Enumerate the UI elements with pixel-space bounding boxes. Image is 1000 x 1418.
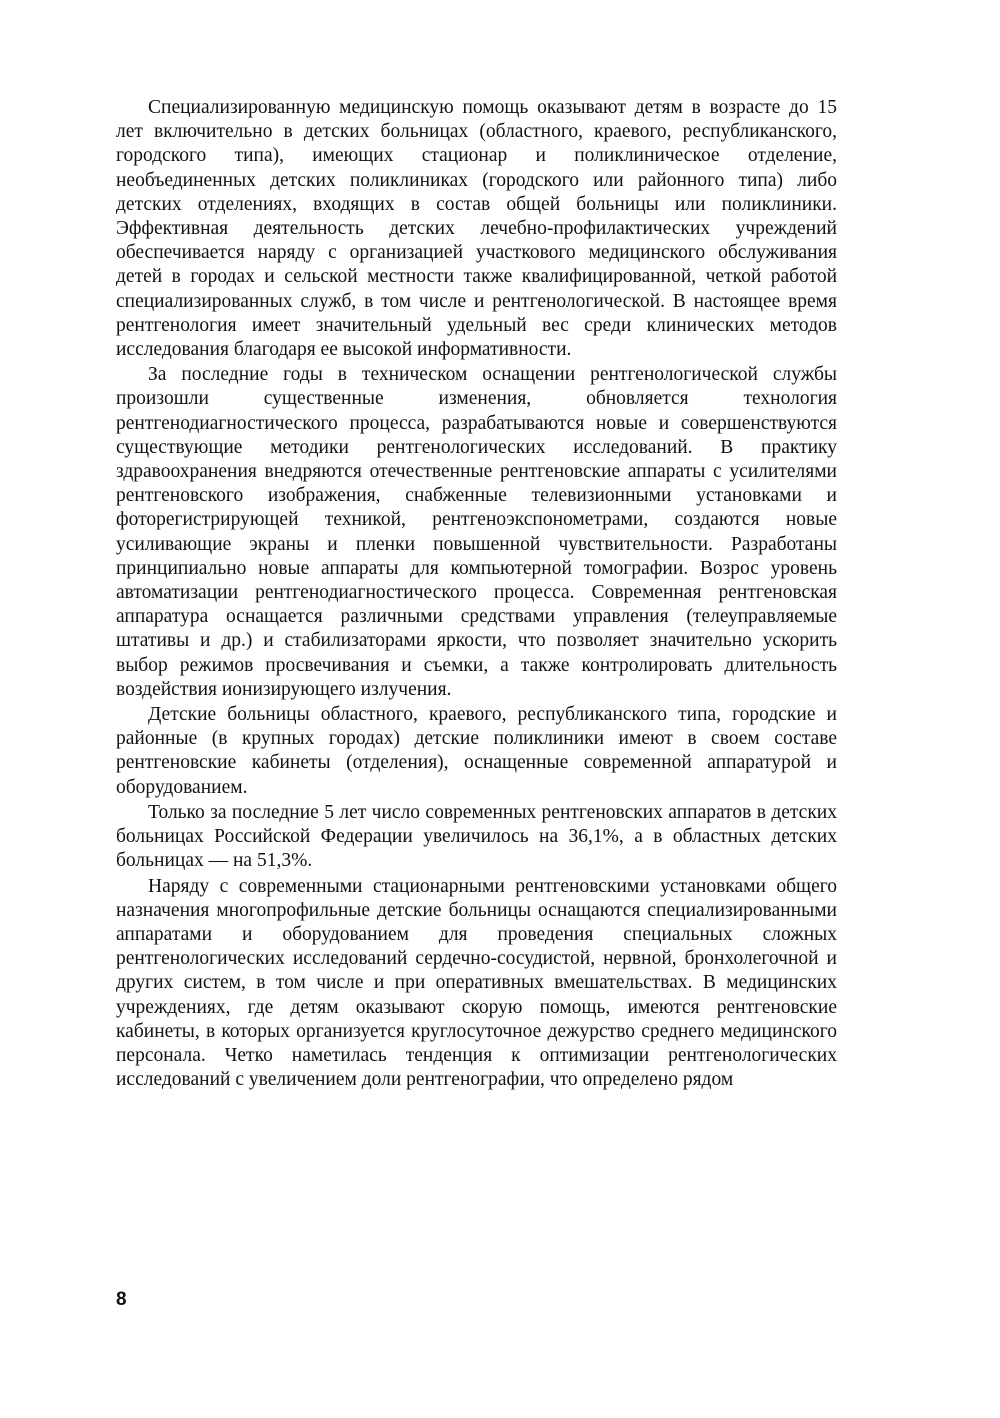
paragraph-2: За последние годы в техническом оснащении рентгенологической службы произошли существенные изменения, обновляется технология рентгенодиагностического процесса, разрабатываются новые и совершенствуются существующие методики рентгенологических исследований. В практику здравоохранения внедряются отечественные рентгеновские аппараты с усилителями рентгеновского изображения, снабженные телевизионными установками и фоторегистрирующей техникой, рентгеноэкспонометрами, создаются новые усиливающие экраны и пленки повышенной чувствительности. Разработаны принципиально новые аппараты для компьютерной томографии. Возрос уровень автоматизации рентгенодиагностического процесса. Современная рентгеновская аппаратура оснащается различными средствами управления (телеуправляемые штативы и др.) и стабилизаторами яркости, что позволяет значительно ускорить выбор режимов просвечивания и съемки, а также контролировать длительность воздействия ионизирующего излучения. xyxy=(116,364,837,700)
paragraph-3: Детские больницы областного, краевого, республиканского типа, городские и районные (в крупных городах) детские поликлиники имеют в своем составе рентгеновские кабинеты (отделения), оснащенные современной аппаратурой и оборудованием. xyxy=(116,704,837,798)
page-body xyxy=(116,96,837,1092)
paragraph-1: Специализированную медицинскую помощь оказывают детям в возрасте до 15 лет включительно в детских больницах (областного, краевого, республиканского, городского типа), имеющих стационар и поликлиническое отделение, необъединенных детских поликлиниках (городского или районного типа) либо детских отделениях, входящих в состав общей больницы или поликлиники. Эффективная деятельность детских лечебно-профилактических учреждений обеспечивается наряду с организацией участкового медицинского обслуживания детей в городах и сельской местности также квалифицированной, четкой работой специализированных служб, в том числе и рентгенологической. В настоящее время рентгенология имеет значительный удельный вес среди клинических методов исследования благодаря ее высокой информативности. xyxy=(116,97,837,361)
paragraph-4: Только за последние 5 лет число современных рентгеновских аппаратов в детских больницах Российской Федерации увеличилось на 36,1%, а в областных детских больницах — на 51,3%. xyxy=(116,801,837,872)
paragraph-5: Наряду с современными стационарными рентгеновскими установками общего назначения многопрофильные детские больницы оснащаются специализированными аппаратами и оборудованием для проведения специальных сложных рентгенологических исследований сердечно-сосудистой, нервной, бронхолегочной и других систем, в том числе и при оперативных вмешательствах. В медицинских учреждениях, где детям оказывают скорую помощь, имеются рентгеновские кабинеты, в которых организуется круглосуточное дежурство среднего медицинского персонала. Четко наметилась тенденция к оптимизации рентгенологических исследований с увеличением доли рентгенографии, что определено рядом xyxy=(116,875,837,1091)
page-number: 8 xyxy=(116,1289,127,1310)
